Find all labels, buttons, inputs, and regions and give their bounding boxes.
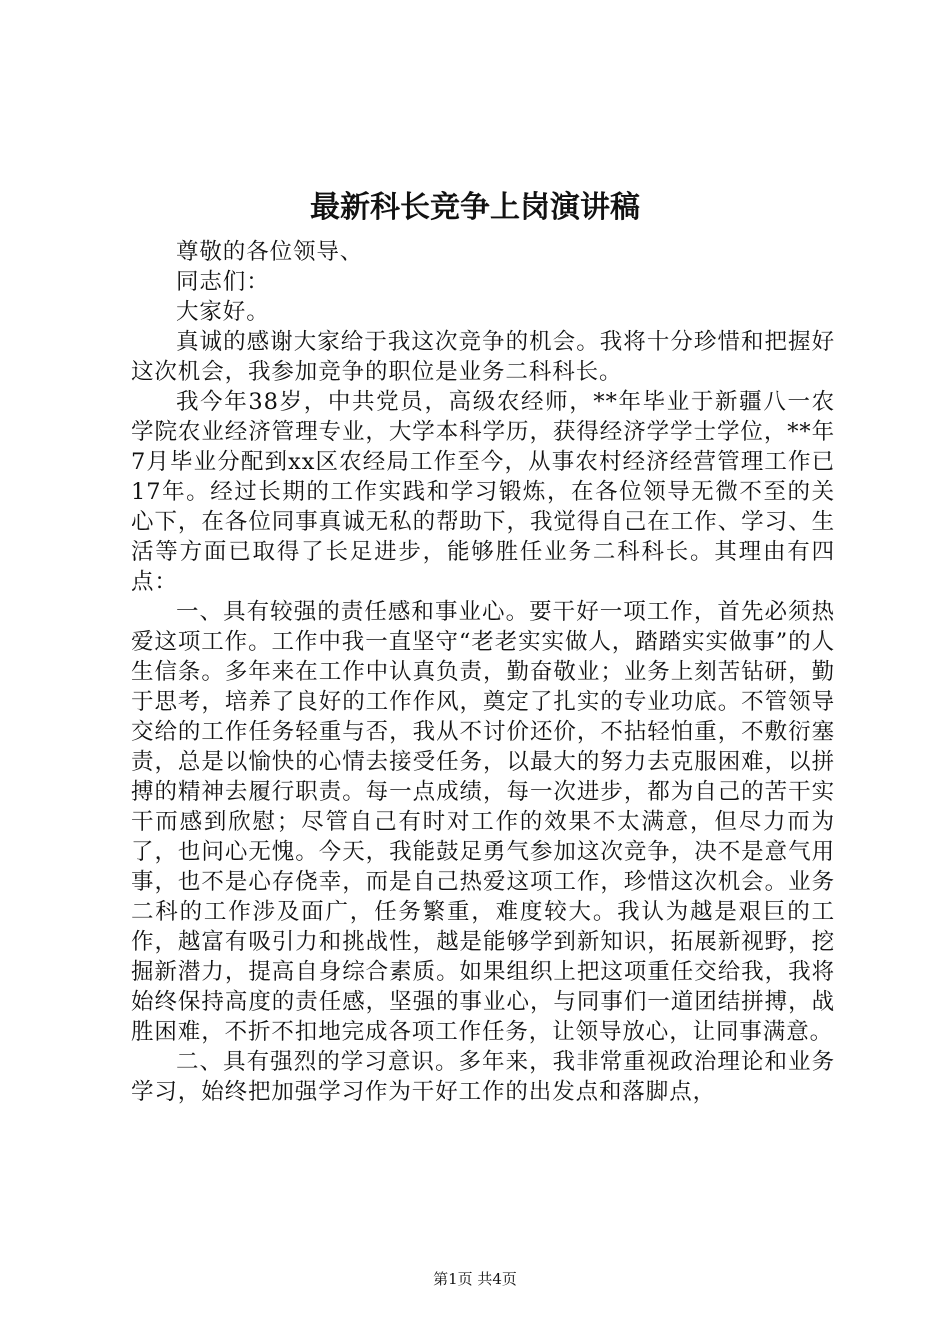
- salutation-line-1: 尊敬的各位领导、: [176, 239, 364, 265]
- salutation-line-2: 同志们：: [176, 269, 270, 295]
- document-body: [131, 237, 835, 1107]
- paragraph-background: 我今年38岁，中共党员，高级农经师，**年毕业于新疆八一农学院农业经济管理专业，大学本科学历，获得经济学学士学位，**年7月毕业分配到xx区农经局工作至今，从事农村经济经营管理工作已17年。经过长期的工作实践和学习锻炼，在各位领导无微不至的关心下，在各位同事真诚无私的帮助下，我觉得自己在工作、学习、生活等方面已取得了长足进步，能够胜任业务二科科长。其理由有四点：: [131, 389, 835, 595]
- paragraph-point-one: 一、具有较强的责任感和事业心。要干好一项工作，首先必须热爱这项工作。工作中我一直坚守“老老实实做人，踏踏实实做事”的人生信条。多年来在工作中认真负责，勤奋敬业；业务上刻苦钻研，勤于思考，培养了良好的工作作风，奠定了扎实的专业功底。不管领导交给的工作任务轻重与否，我从不讨价还价，不拈轻怕重，不敷衍塞责，总是以愉快的心情去接受任务，以最大的努力去克服困难，以拼搏的精神去履行职责。每一点成绩，每一次进步，都为自己的苦干实干而感到欣慰；尽管自己有时对工作的效果不太满意，但尽力而为了，也问心无愧。今天，我能鼓足勇气参加这次竞争，决不是意气用事，也不是心存侥幸，而是自己热爱这项工作，珍惜这次机会。业务二科的工作涉及面广，任务繁重，难度较大。我认为越是艰巨的工作，越富有吸引力和挑战性，越是能够学到新知识，拓展新视野，挖掘新潜力，提高自身综合素质。如果组织上把这项重任交给我，我将始终保持高度的责任感，坚强的事业心，与同事们一道团结拼搏，战胜困难，不折不扣地完成各项工作任务，让领导放心，让同事满意。: [131, 599, 835, 1045]
- paragraph-intro: 真诚的感谢大家给于我这次竞争的机会。我将十分珍惜和把握好这次机会，我参加竞争的职位是业务二科科长。: [131, 329, 835, 385]
- document-title: 最新科长竞争上岗演讲稿: [310, 190, 640, 225]
- greeting-line: 大家好。: [176, 299, 270, 325]
- paragraph-point-two: 二、具有强烈的学习意识。多年来，我非常重视政治理论和业务学习，始终把加强学习作为干好工作的出发点和落脚点，: [131, 1049, 835, 1105]
- page-footer: 第1页 共4页: [433, 1270, 517, 1288]
